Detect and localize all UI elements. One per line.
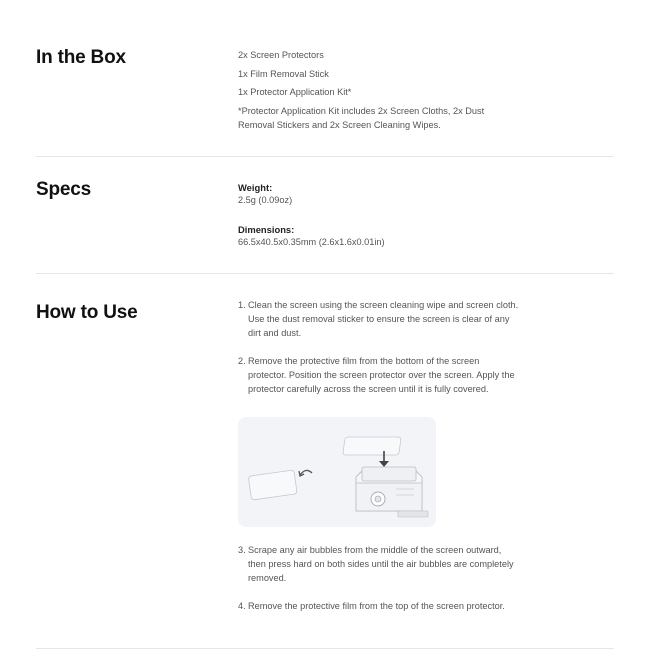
step-text: Remove the protective film from the bottom of the screen protector. Position the screen protector over the screen. Apply the protector carefully across the screen until it is fully covered. xyxy=(248,356,515,394)
step-item xyxy=(238,543,520,585)
divider xyxy=(36,648,614,649)
weight-label: Weight: xyxy=(238,182,273,193)
divider xyxy=(36,156,614,157)
step-number: 4. xyxy=(238,601,246,611)
box-note: *Protector Application Kit includes 2x Screen Cloths, 2x Dust Removal Stickers and 2x Screen Cleaning Wipes. xyxy=(238,105,485,130)
steps-group-bottom xyxy=(238,543,528,613)
step-number: 2. xyxy=(238,356,246,366)
step-number: 3. xyxy=(238,545,246,555)
in-the-box-list xyxy=(238,48,528,132)
box-item: 2x Screen Protectors xyxy=(238,50,324,60)
specs-details xyxy=(238,181,528,249)
weight-value: 2.5g (0.09oz) xyxy=(238,195,293,205)
dimensions-value: 66.5x40.5x0.35mm (2.6x1.6x0.01in) xyxy=(238,237,385,247)
step-text: Remove the protective film from the top of the screen protector. xyxy=(248,601,505,611)
box-item: 1x Protector Application Kit* xyxy=(238,87,352,98)
dimensions-label: Dimensions: xyxy=(238,224,295,235)
step-text: Scrape any air bubbles from the middle of the screen outward, then press hard on both sides until the air bubbles are completely removed. xyxy=(248,545,514,583)
divider xyxy=(36,273,614,274)
step-number: 1. xyxy=(238,300,246,310)
steps-group-top xyxy=(238,298,528,396)
step-item xyxy=(238,298,520,340)
screen-protector-application-illustration-icon xyxy=(238,417,436,527)
box-item: 1x Film Removal Stick xyxy=(238,68,329,79)
step-item xyxy=(238,354,520,396)
step-item xyxy=(238,599,520,613)
in-the-box-heading: In the Box xyxy=(36,47,126,68)
how-to-use-heading: How to Use xyxy=(36,302,138,323)
step-text: Clean the screen using the screen cleaning wipe and screen cloth. Use the dust removal sticker to ensure the screen is clear of any dirt and dust. xyxy=(248,300,519,338)
specs-heading: Specs xyxy=(36,179,91,200)
